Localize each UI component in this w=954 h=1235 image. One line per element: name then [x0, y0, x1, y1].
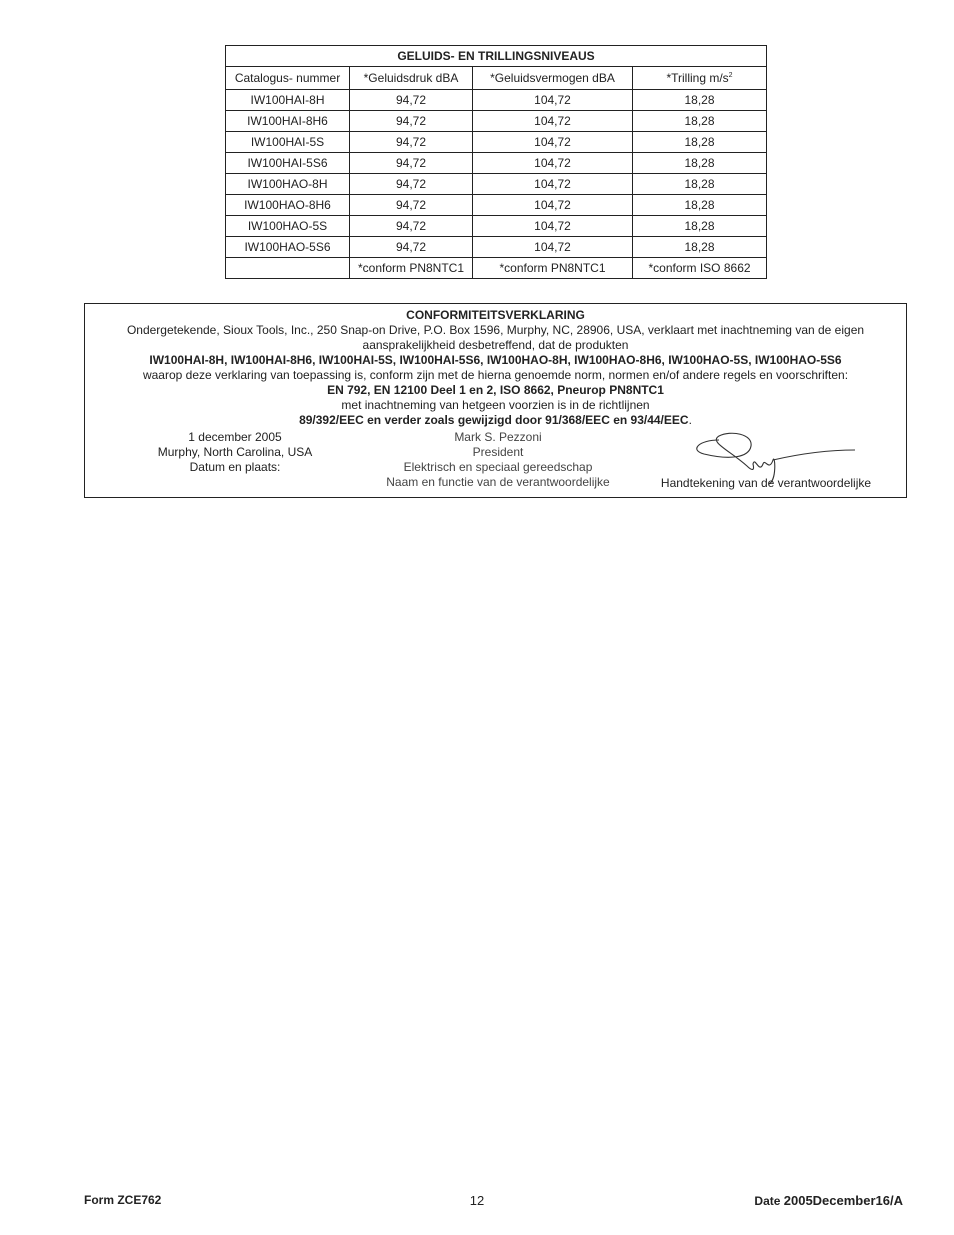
table-cell: 94,72 — [350, 174, 473, 195]
table-cell: IW100HAO-8H — [226, 174, 350, 195]
header-vibration — [633, 67, 767, 90]
responsible-position: President — [472, 445, 524, 459]
table-cell: 94,72 — [350, 153, 473, 174]
declaration-of-conformity — [84, 303, 907, 498]
table-cell: 104,72 — [473, 174, 633, 195]
table-cell: IW100HAO-5S6 — [226, 237, 350, 258]
table-cell: 18,28 — [633, 216, 767, 237]
date-place-block — [135, 430, 335, 475]
table-cell: 104,72 — [473, 153, 633, 174]
table-row — [226, 174, 767, 195]
table-cell: IW100HAI-5S6 — [226, 153, 350, 174]
declaration-line4: waarop deze verklaring van toepassing is, conform zijn met de hierna genoemde norm, normen en/of andere regels en voorschriften: — [142, 368, 849, 382]
table-cell: 18,28 — [633, 174, 767, 195]
table-cell: 94,72 — [350, 90, 473, 111]
table-cell: 104,72 — [473, 90, 633, 111]
responsible-person-block — [368, 430, 628, 490]
table-cell: 104,72 — [473, 132, 633, 153]
declaration-line1: Ondergetekende, Sioux Tools, Inc., 250 Snap-on Drive, P.O. Box 1596, Murphy, NC, 28906, USA, verklaart met inachtneming van de eigen — [126, 323, 865, 337]
table-cell: 18,28 — [633, 132, 767, 153]
table-cell: IW100HAI-5S — [226, 132, 350, 153]
table-cell: 94,72 — [350, 216, 473, 237]
date-prefix: Date — [754, 1194, 784, 1208]
table-cell: 104,72 — [473, 237, 633, 258]
declaration-products: IW100HAI-8H, IW100HAI-8H6, IW100HAI-5S, IW100HAI-5S6, IW100HAO-8H, IW100HAO-8H6, IW100HAO-5S, IW100HAO-5S6 — [149, 353, 842, 367]
table-cell: 94,72 — [350, 132, 473, 153]
table-row — [226, 237, 767, 258]
noise-vibration-table — [225, 45, 767, 279]
header-catalog: Catalogus- nummer — [226, 67, 350, 90]
table-row — [226, 216, 767, 237]
table-row — [226, 153, 767, 174]
table-footer-row — [226, 258, 767, 279]
date-place-label: Datum en plaats: — [189, 460, 281, 474]
table-cell: 104,72 — [473, 216, 633, 237]
table-cell: IW100HAO-5S — [226, 216, 350, 237]
table-row — [226, 90, 767, 111]
table-row — [226, 111, 767, 132]
date-value: 2005December16/A — [783, 1193, 903, 1208]
declaration-directives-line — [85, 413, 906, 428]
table-cell: 18,28 — [633, 237, 767, 258]
footer-cell: *conform PN8NTC1 — [473, 258, 633, 279]
table-cell: 18,28 — [633, 153, 767, 174]
table-cell: 104,72 — [473, 111, 633, 132]
declaration-title: CONFORMITEITSVERKLARING — [406, 308, 585, 322]
header-sound-pressure: *Geluidsdruk dBA — [350, 67, 473, 90]
form-number: Form ZCE762 — [84, 1193, 162, 1207]
table-cell: 94,72 — [350, 195, 473, 216]
header-vibration-label: *Trilling m/s — [666, 71, 729, 85]
declaration-line2: aansprakelijkheid desbetreffend, dat de produkten — [362, 338, 629, 352]
header-vibration-sup: 2 — [728, 72, 733, 79]
declaration-standards: EN 792, EN 12100 Deel 1 en 2, ISO 8662, Pneurop PN8NTC1 — [327, 383, 664, 397]
table-cell: 94,72 — [350, 237, 473, 258]
table-cell: 18,28 — [633, 195, 767, 216]
table-row — [226, 195, 767, 216]
table-cell: 18,28 — [633, 90, 767, 111]
table-cell: IW100HAI-8H — [226, 90, 350, 111]
page-number: 12 — [469, 1193, 485, 1208]
table-header-row — [226, 67, 767, 90]
table-row — [226, 132, 767, 153]
declaration-line6: met inachtneming van hetgeen voorzien is in de richtlijnen — [341, 398, 650, 412]
table-cell: IW100HAI-8H6 — [226, 111, 350, 132]
footer-cell: *conform PN8NTC1 — [350, 258, 473, 279]
footer-cell — [226, 258, 350, 279]
declaration-place: Murphy, North Carolina, USA — [157, 445, 313, 459]
declaration-directives: 89/392/EEC en verder zoals gewijzigd door 91/368/EEC en 93/44/EEC — [299, 413, 689, 427]
responsible-name: Mark S. Pezzoni — [454, 430, 542, 444]
table-title: GELUIDS- EN TRILLINGSNIVEAUS — [226, 46, 767, 67]
footer-cell: *conform ISO 8662 — [633, 258, 767, 279]
table-cell: 104,72 — [473, 195, 633, 216]
declaration-directives-end: . — [688, 413, 692, 427]
responsible-name-label: Naam en functie van de verantwoordelijke — [386, 475, 610, 489]
table-cell: 94,72 — [350, 111, 473, 132]
table-cell: 18,28 — [633, 111, 767, 132]
document-date — [754, 1193, 903, 1208]
header-sound-power: *Geluidsvermogen dBA — [473, 67, 633, 90]
signature-label: Handtekening van de verantwoordelijke — [660, 476, 872, 490]
responsible-department: Elektrisch en speciaal gereedschap — [403, 460, 593, 474]
table-cell: IW100HAO-8H6 — [226, 195, 350, 216]
declaration-date: 1 december 2005 — [188, 430, 282, 444]
